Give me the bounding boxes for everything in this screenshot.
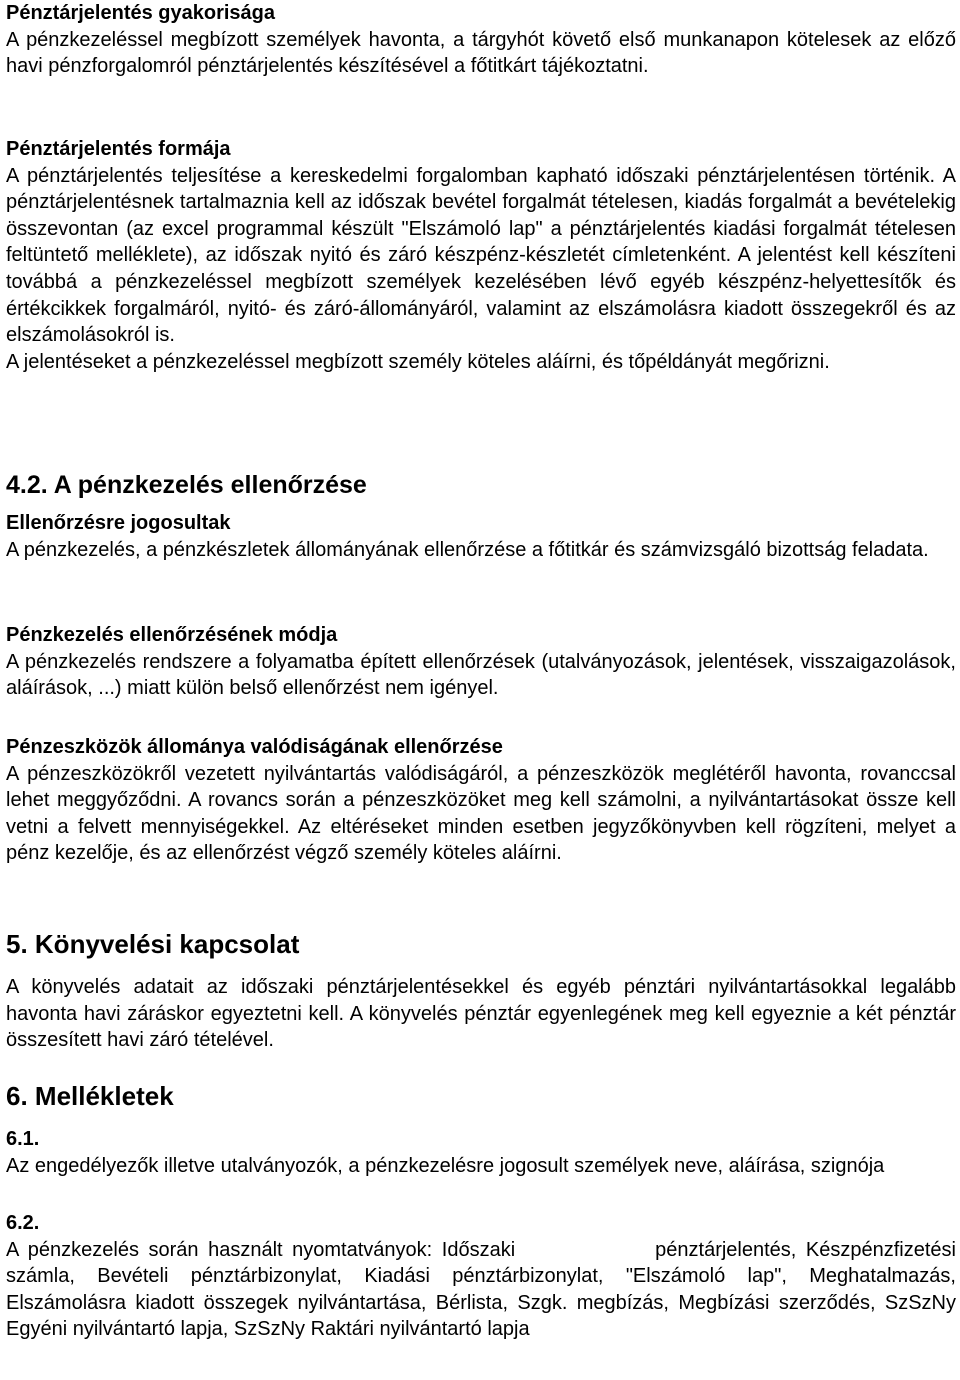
section-cash-control <box>6 470 956 500</box>
paragraph-report-frequency: A pénzkezeléssel megbízott személyek havonta, a tárgyhót követő első munkanapon kötelesek az előző havi pénzforgalomról pénztárjelentés készítésével a főtitkárt tájékoztatni. <box>6 28 956 78</box>
paragraph-report-signature: A jelentéseket a pénzkezeléssel megbízott személy köteles aláírni, és tőpéldányát megőrizni. <box>6 350 830 373</box>
heading-accounting-link: 5. Könyvelési kapcsolat <box>6 929 300 959</box>
paragraph-authorized: A pénzkezelés, a pénzkészletek állományának ellenőrzése a főtitkár és számvizsgáló bizottság feladata. <box>6 538 929 561</box>
subsection-control-method <box>6 622 956 702</box>
attachment-text-1: Az engedélyezők illetve utalványozók, a pénzkezelésre jogosult személyek neve, aláírása, szignója <box>6 1154 885 1177</box>
paragraph-control-method: A pénzkezelés rendszere a folyamatba épített ellenőrzések (utalványozások, jelentések, visszaigazolások, aláírások, ...) miatt külön belső ellenőrzést nem igényel. <box>6 650 956 700</box>
attachment-text-2b: pénztárjelentés, Készpénzfizetési számla, Bevételi pénztárbizonylat, Kiadási pénztárbizonylat, "Elszámoló lap", Meghatalmazás, Elszámolásra kiadott összegek nyilvántartása, Bérlista, Szgk. megbízás, Megbízási szerződés, SzSzNy Egyéni nyilvántartó lapja, SzSzNy Raktári nyilvántartó lapja <box>6 1238 956 1341</box>
attachment-number-1: 6.1. <box>6 1128 40 1150</box>
attachment-text-2a: A pénzkezelés során használt nyomtatványok: Időszaki <box>6 1238 516 1261</box>
paragraph-report-form: A pénztárjelentés teljesítése a kereskedelmi forgalomban kapható időszaki pénztárjelentésen történik. A pénztárjelentésnek tartalmaznia kell az időszak bevétel forgalmát tételesen, kiadás forgalmát a bevételekig összevontan (az excel programmal készült "Elszámoló lap" a pénztárjelentés kiadási forgalmát tételesen feltüntető melléklete), az időszak nyitó és záró készpénz-készletét címletenként. A jelentést kell készíteni továbbá a pénzkezeléssel megbízott személyek kezelésében lévő egyéb készpénz-helyettesítők és értékcikkek forgalmáról, nyitó- és záró-állományáról, valamint az elszámolásra kiadott összegekről és az elszámolásokról is. <box>6 164 956 347</box>
heading-control-method: Pénzkezelés ellenőrzésének módja <box>6 624 338 646</box>
paragraph-accounting-link: A könyvelés adatait az időszaki pénztárjelentésekkel és egyéb pénztári nyilvántartásokkal legalább havonta havi záráskor egyeztetni kell. A könyvelés pénztár egyenlegének meg kell egyeznie a két pénztár összesített havi záró tételével. <box>6 976 956 1052</box>
attachment-item-2 <box>6 1210 956 1343</box>
subsection-authorized <box>6 510 956 563</box>
heading-authorized: Ellenőrzésre jogosultak <box>6 512 231 534</box>
section-accounting-body <box>6 974 956 1054</box>
section-report-frequency <box>6 0 956 80</box>
attachment-number-2: 6.2. <box>6 1212 40 1234</box>
heading-asset-verification: Pénzeszközök állománya valódiságának ellenőrzése <box>6 736 503 758</box>
attachment-item-1 <box>6 1126 956 1179</box>
heading-report-form: Pénztárjelentés formája <box>6 138 231 160</box>
section-report-form <box>6 136 956 375</box>
attachment-text-2 <box>6 1237 956 1343</box>
heading-attachments: 6. Mellékletek <box>6 1081 174 1111</box>
section-accounting-link <box>6 928 956 960</box>
subsection-asset-verification <box>6 734 956 867</box>
heading-report-frequency: Pénztárjelentés gyakorisága <box>6 2 276 24</box>
paragraph-asset-verification: A pénzeszközökről vezetett nyilvántartás valódiságáról, a pénzeszközök meglétéről havonta, rovanccsal lehet meggyőződni. A rovancs során a pénzeszközöket meg kell számolni, a nyilvántartásokat össze kell vetni a felvett mennyiségekkel. Az eltéréseket minden esetben jegyzőkönyvben kell rögzíteni, melyet a pénz kezelője, és az ellenőrzést végző személy köteles aláírni. <box>6 762 956 865</box>
heading-cash-control: 4.2. A pénzkezelés ellenőrzése <box>6 471 367 499</box>
section-attachments <box>6 1080 956 1112</box>
